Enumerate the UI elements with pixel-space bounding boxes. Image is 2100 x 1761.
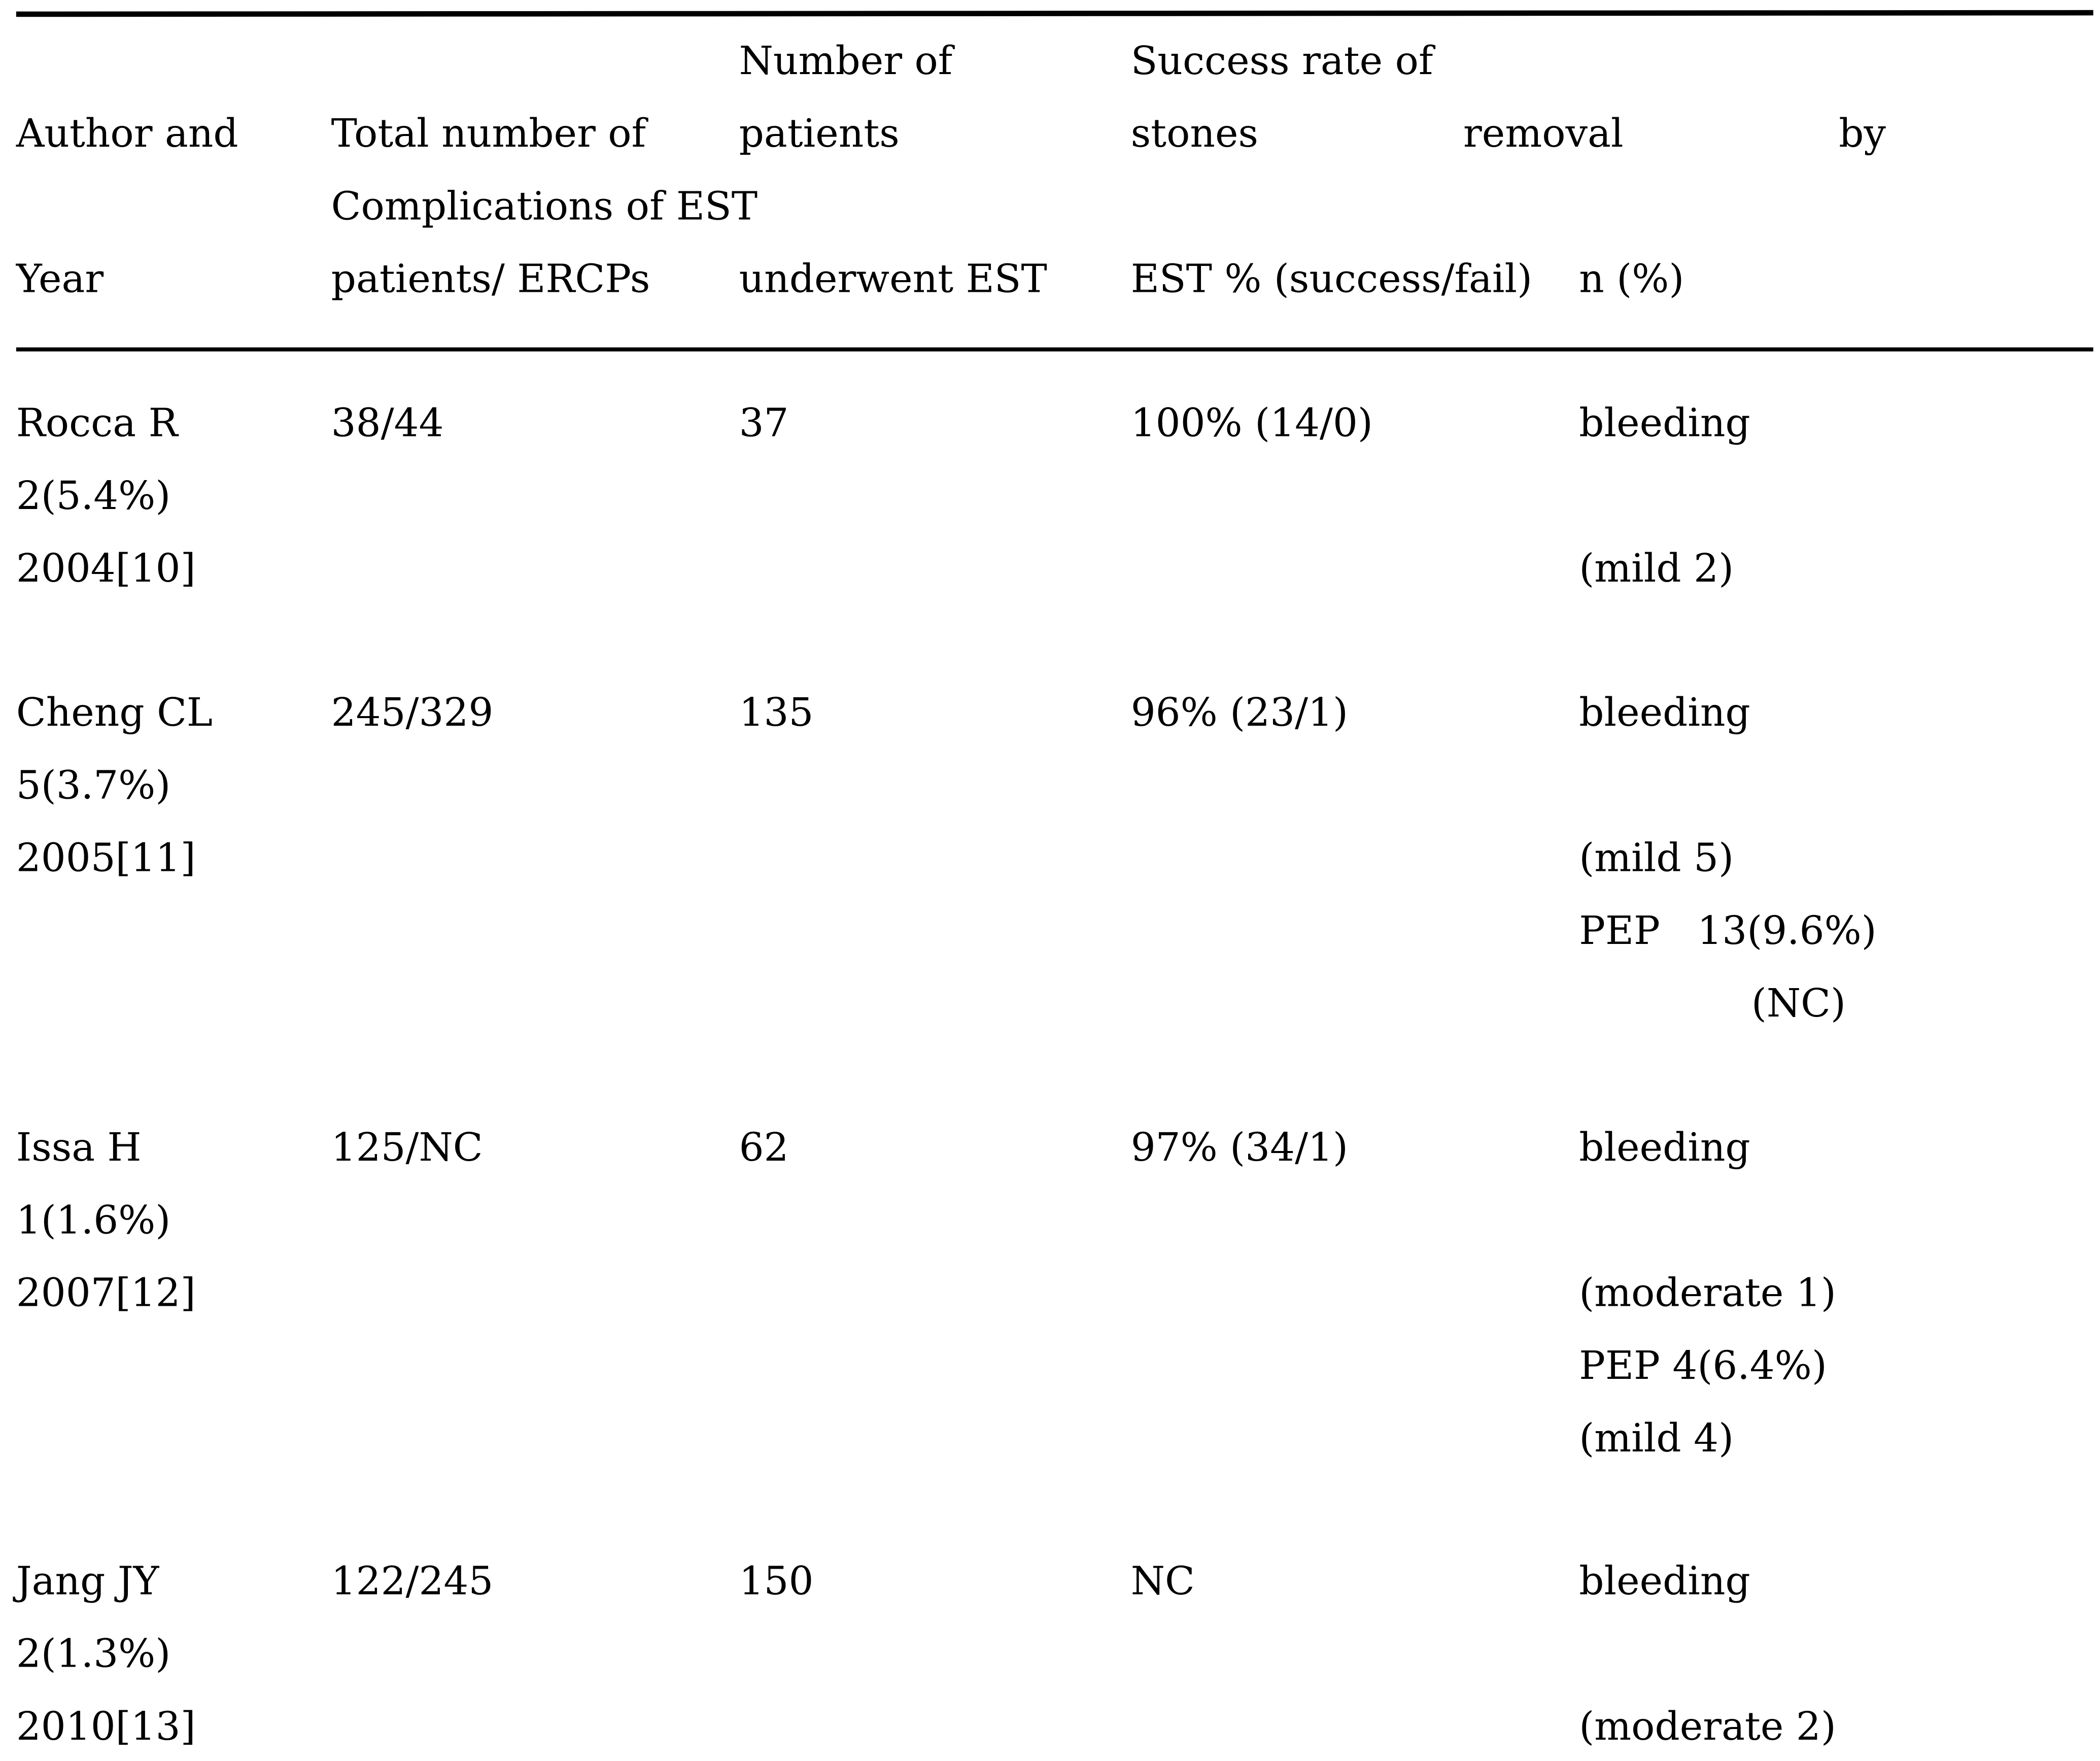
cell-total: 122/245	[331, 1557, 494, 1604]
header-est-count: underwent EST	[739, 256, 1047, 302]
cell-author: 5(3.7%)	[16, 762, 171, 808]
cell-author: Rocca R	[16, 400, 178, 446]
cell-complications: (mild 2)	[1579, 545, 1734, 591]
cell-author: 2004[10]	[16, 545, 196, 591]
cell-complications: bleeding	[1579, 1124, 1750, 1170]
cell-complications: bleeding	[1579, 1557, 1750, 1604]
cell-author: 2007[12]	[16, 1269, 196, 1316]
header-success: EST % (success/fail)	[1130, 256, 1533, 302]
cell-est-count: 135	[739, 689, 814, 735]
cell-est-count: 37	[739, 400, 789, 446]
cell-total: 125/NC	[331, 1124, 483, 1170]
header-success: by	[1839, 110, 1886, 156]
header-est-count: Number of	[739, 38, 953, 84]
cell-complications: bleeding	[1579, 689, 1750, 735]
header-author: Year	[16, 256, 104, 302]
cell-complications: PEP 13(9.6%)	[1579, 907, 1877, 954]
top-rule	[16, 10, 2093, 17]
cell-complications: (NC)	[1751, 980, 1846, 1026]
header-author: Author and	[16, 110, 238, 156]
header-success: Success rate of	[1130, 38, 1433, 84]
header-rule	[16, 348, 2093, 352]
cell-author: 2(1.3%)	[16, 1631, 171, 1677]
cell-complications: (moderate 2)	[1579, 1703, 1836, 1749]
header-success: removal	[1463, 110, 1624, 156]
cell-success-rate: 97% (34/1)	[1130, 1124, 1349, 1170]
header-complications: n (%)	[1579, 256, 1684, 302]
cell-success-rate: NC	[1130, 1557, 1195, 1604]
cell-success-rate: 96% (23/1)	[1130, 689, 1349, 735]
cell-complications: PEP 4(6.4%)	[1579, 1342, 1827, 1389]
header-est-count: patients	[739, 110, 900, 156]
cell-author: Issa H	[16, 1124, 142, 1170]
cell-complications: (mild 4)	[1579, 1415, 1734, 1461]
cell-est-count: 150	[739, 1557, 814, 1604]
cell-est-count: 62	[739, 1124, 789, 1170]
cell-complications: (mild 5)	[1579, 834, 1734, 881]
cell-author: 2(5.4%)	[16, 472, 171, 519]
cell-author: Jang JY	[16, 1557, 159, 1604]
cell-author: 2010[13]	[16, 1703, 196, 1749]
cell-complications: (moderate 1)	[1579, 1269, 1836, 1316]
cell-total: 245/329	[331, 689, 494, 735]
cell-author: 2005[11]	[16, 834, 196, 881]
cell-author: 1(1.6%)	[16, 1197, 171, 1243]
cell-author: Cheng CL	[16, 689, 213, 735]
header-total: Total number of	[331, 110, 646, 156]
header-total: patients/ ERCPs	[331, 256, 650, 302]
header-success: stones	[1130, 110, 1258, 156]
cell-success-rate: 100% (14/0)	[1130, 400, 1373, 446]
cell-total: 38/44	[331, 400, 444, 446]
cell-complications: bleeding	[1579, 400, 1750, 446]
header-total: Complications of EST	[331, 183, 758, 229]
